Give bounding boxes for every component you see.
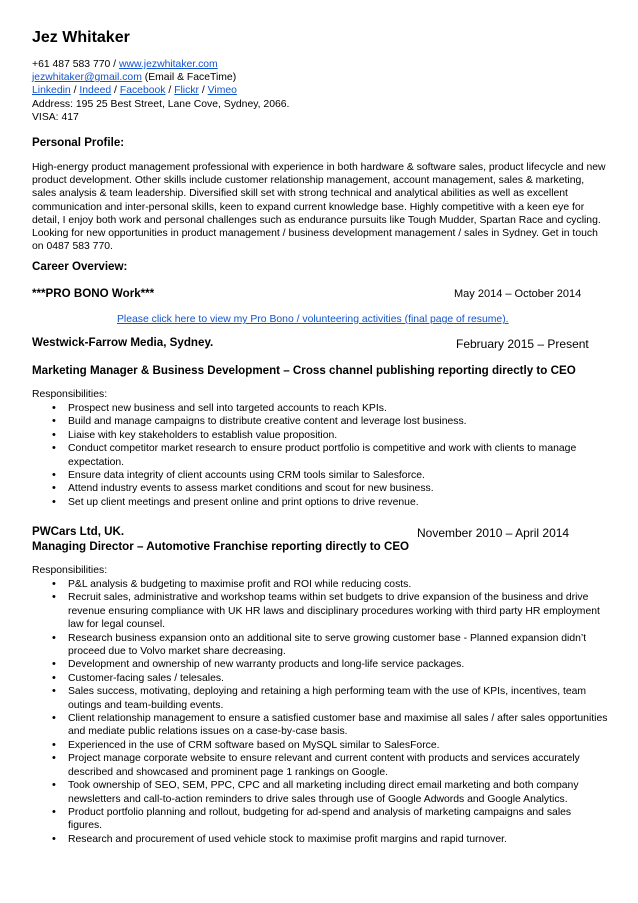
candidate-name: Jez Whitaker [32, 29, 130, 46]
profile-text: High-energy product management professional with experience in both hardware & software sales, product lifecycle and new product development. Other skills include customer relationship management, account management, sales & marketing, sales analysis & team leadership. Diversified skill set with strong technical and analytical abilities as well as excellent communication and inter-personal skills, keen to expand current knowledge base. Highly competitive with a keen eye for detail, I enjoy both work and personal challenges such as endurance pursuits like Tough Mudder, Spartan Race and cycling. Looking for new opportunities in product management / business development management / sales in Sydney. Get in touch on 0487 583 770. [32, 162, 606, 253]
website-link[interactable]: www.jezwhitaker.com [118, 59, 218, 70]
career-heading: Career Overview: [32, 260, 128, 273]
list-item: • Prospect new business and sell into targeted accounts to reach KPIs. [32, 402, 608, 415]
email-link[interactable]: jezwhitaker@gmail.com [32, 72, 142, 84]
email-note: (Email & FaceTime) [141, 72, 237, 84]
list-item: • Recruit sales, administrative and workshop teams within set budgets to drive expansion of the business and drive revenue ensuring compliance with UK HR laws and disciplinary procedures working with third party HR employment law for legal counsel. [32, 591, 608, 631]
list-item: • Set up client meetings and present online and print options to drive revenue. [32, 496, 608, 509]
linkedin-link[interactable]: Linkedin [32, 85, 71, 97]
profile-heading: Personal Profile: [32, 136, 125, 149]
list-item: • Sales success, motivating, deploying and retaining a high performing team with the use of KPIs, incentives, team outings and team-building events. [32, 685, 608, 712]
list-item: • Ensure data integrity of client accounts using CRM tools similar to Salesforce. [32, 469, 608, 482]
pwcars-dates: November 2010 – April 2014 [417, 526, 570, 540]
list-item: • Product portfolio planning and rollout, budgeting for ad-spend and analysis of marketing campaigns and sales figures. [32, 806, 608, 833]
list-item: • Experienced in the use of CRM software based on MySQL similar to SalesForce. [32, 739, 608, 752]
list-item: • P&L analysis & budgeting to maximise profit and ROI while reducing costs. [32, 578, 608, 591]
pwcars-company: PWCars Ltd, UK. [32, 525, 125, 538]
list-item: • Customer-facing sales / telesales. [32, 672, 608, 685]
westwick-responsibilities [32, 402, 608, 509]
contact-block [32, 58, 289, 124]
indeed-link[interactable]: Indeed [79, 85, 112, 97]
list-item: • Research business expansion onto an additional site to serve growing customer base - Planned expansion didn’t proceed due to Volvo market share decreasing. [32, 632, 608, 659]
phone-website-line: +61 487 583 770 / www.jezwhitaker.com [32, 59, 218, 70]
pwcars-role: Managing Director – Automotive Franchise reporting directly to CEO [32, 540, 410, 553]
vimeo-link[interactable]: Vimeo [207, 85, 237, 97]
list-item: • Client relationship management to ensure a satisfied customer base and maximise all sales / after sales opportunities and mediate public relations issues on a case-by-case basis. [32, 712, 608, 739]
westwick-responsibilities-label: Responsibilities: [32, 389, 108, 400]
list-item: • Took ownership of SEO, SEM, PPC, CPC and all marketing including direct email marketing and both company newsletters and call-to-action reminders to drive sales through use of Google Adwords and Google Analytics. [32, 779, 608, 806]
list-item: • Build and manage campaigns to distribute creative content and leverage lost business. [32, 415, 608, 428]
email-line [32, 71, 289, 84]
list-item: • Liaise with key stakeholders to establish value proposition. [32, 429, 608, 442]
probono-title: ***PRO BONO Work*** [32, 287, 155, 300]
pwcars-responsibilities [32, 578, 608, 846]
facebook-link[interactable]: Facebook [119, 85, 166, 97]
visa-line: VISA: 417 [32, 111, 79, 123]
list-item: • Attend industry events to assess market conditions and scout for new business. [32, 482, 608, 495]
flickr-link[interactable]: Flickr [174, 85, 199, 97]
westwick-dates: February 2015 – Present [456, 337, 589, 351]
list-item: • Research and procurement of used vehicle stock to maximise profit margins and rapid turnover. [32, 833, 608, 846]
list-item: • Conduct competitor market research to ensure product portfolio is competitive and work with clients to manage expectation. [32, 442, 608, 469]
address-line: Address: 195 25 Best Street, Lane Cove, Sydney, 2066. [32, 98, 290, 110]
westwick-company: Westwick-Farrow Media, Sydney. [32, 336, 214, 349]
list-item: • Development and ownership of new warranty products and long-life service packages. [32, 658, 608, 671]
probono-link[interactable]: Please click here to view my Pro Bono / volunteering activities (final page of resume). [117, 314, 509, 325]
phone-number: +61 487 583 770 [32, 59, 111, 70]
pwcars-responsibilities-label: Responsibilities: [32, 565, 108, 576]
list-item: • Project manage corporate website to ensure relevant and current content with products and services accurately described and showcased and prominent page 1 rankings on Google. [32, 752, 608, 779]
westwick-role: Marketing Manager & Business Development – Cross channel publishing reporting directly to CEO [32, 364, 576, 377]
social-links-line: Linkedin / Indeed / Facebook / Flickr / Vimeo [32, 85, 237, 97]
probono-dates: May 2014 – October 2014 [454, 288, 582, 300]
